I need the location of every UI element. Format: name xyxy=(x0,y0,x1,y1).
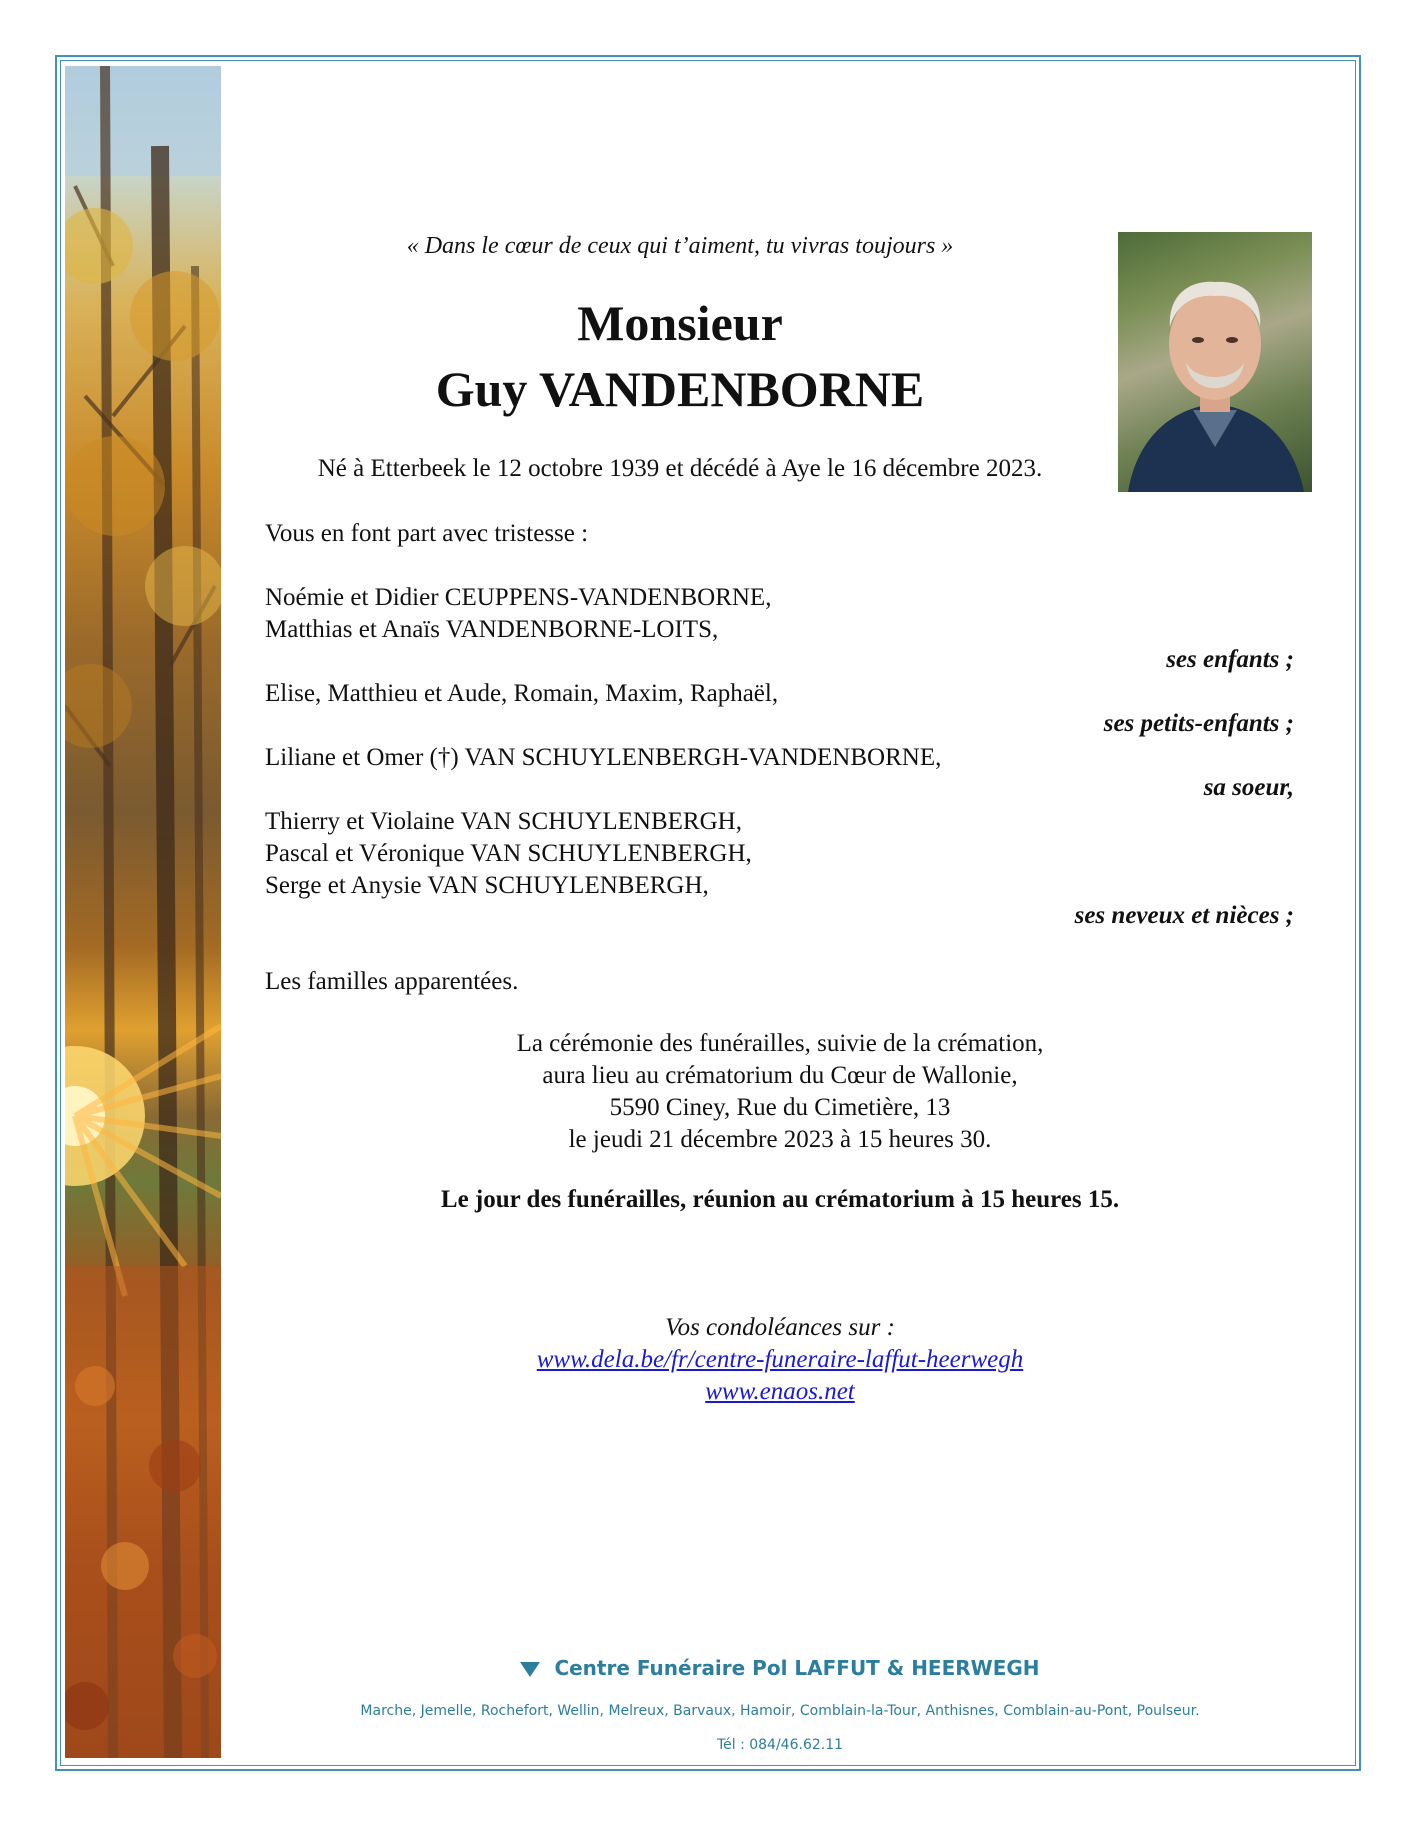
funeral-home-phone: Tél : 084/46.62.11 xyxy=(716,1737,844,1753)
ceremony-line-3: 5590 Ciney, Rue du Cimetière, 13 xyxy=(609,1094,951,1121)
nephews-line-2: Pascal et Véronique VAN SCHUYLENBERGH, xyxy=(265,840,752,867)
intro-text: Vous en font part avec tristesse : xyxy=(265,520,589,547)
related-families: Les familles apparentées. xyxy=(265,968,519,995)
title-honorific: Monsieur xyxy=(577,295,783,351)
grandchildren-label: ses petits-enfants ; xyxy=(1103,710,1294,737)
nephews-label: ses neveux et nièces ; xyxy=(1074,902,1294,929)
grandchildren-line: Elise, Matthieu et Aude, Romain, Maxim, Raphaël, xyxy=(265,680,779,707)
children-label: ses enfants ; xyxy=(1166,646,1294,673)
deceased-name: Guy VANDENBORNE xyxy=(435,361,925,417)
ceremony-line-2: aura lieu au crématorium du Cœur de Wallonie, xyxy=(542,1062,1018,1089)
condolences-link-enaos[interactable]: www.enaos.net xyxy=(705,1378,855,1405)
funeral-home-locations: Marche, Jemelle, Rochefort, Wellin, Melreux, Barvaux, Hamoir, Comblain-la-Tour, Anthisnes, Comblain-au-Pont, Poulseur. xyxy=(360,1703,1200,1719)
children-line-2: Matthias et Anaïs VANDENBORNE-LOITS, xyxy=(265,616,719,643)
portrait-photo xyxy=(1118,232,1312,492)
children-line-1: Noémie et Didier CEUPPENS-VANDENBORNE, xyxy=(265,584,772,611)
condolences-block xyxy=(380,1312,1180,1408)
ceremony-line-1: La cérémonie des funérailles, suivie de la crémation, xyxy=(516,1030,1044,1057)
meeting-notice: Le jour des funérailles, réunion au crématorium à 15 heures 15. xyxy=(440,1186,1120,1213)
sister-line: Liliane et Omer (†) VAN SCHUYLENBERGH-VANDENBORNE, xyxy=(265,744,942,771)
sister-label: sa soeur, xyxy=(1203,774,1294,801)
nephews-line-3: Serge et Anysie VAN SCHUYLENBERGH, xyxy=(265,872,709,899)
funeral-home-name: Centre Funéraire Pol LAFFUT & HEERWEGH xyxy=(260,1656,1300,1680)
triangle-down-icon xyxy=(520,1662,540,1677)
ceremony-line-4: le jeudi 21 décembre 2023 à 15 heures 30. xyxy=(568,1126,992,1153)
autumn-forest-image xyxy=(65,66,221,1758)
birth-death-dates: Né à Etterbeek le 12 octobre 1939 et décédé à Aye le 16 décembre 2023. xyxy=(317,455,1043,482)
condolences-link-dela[interactable]: www.dela.be/fr/centre-funeraire-laffut-heerwegh xyxy=(536,1346,1024,1373)
nephews-line-1: Thierry et Violaine VAN SCHUYLENBERGH, xyxy=(265,808,742,835)
quote: « Dans le cœur de ceux qui t’aiment, tu vivras toujours » xyxy=(406,233,954,259)
condolences-label: Vos condoléances sur : xyxy=(665,1314,895,1341)
